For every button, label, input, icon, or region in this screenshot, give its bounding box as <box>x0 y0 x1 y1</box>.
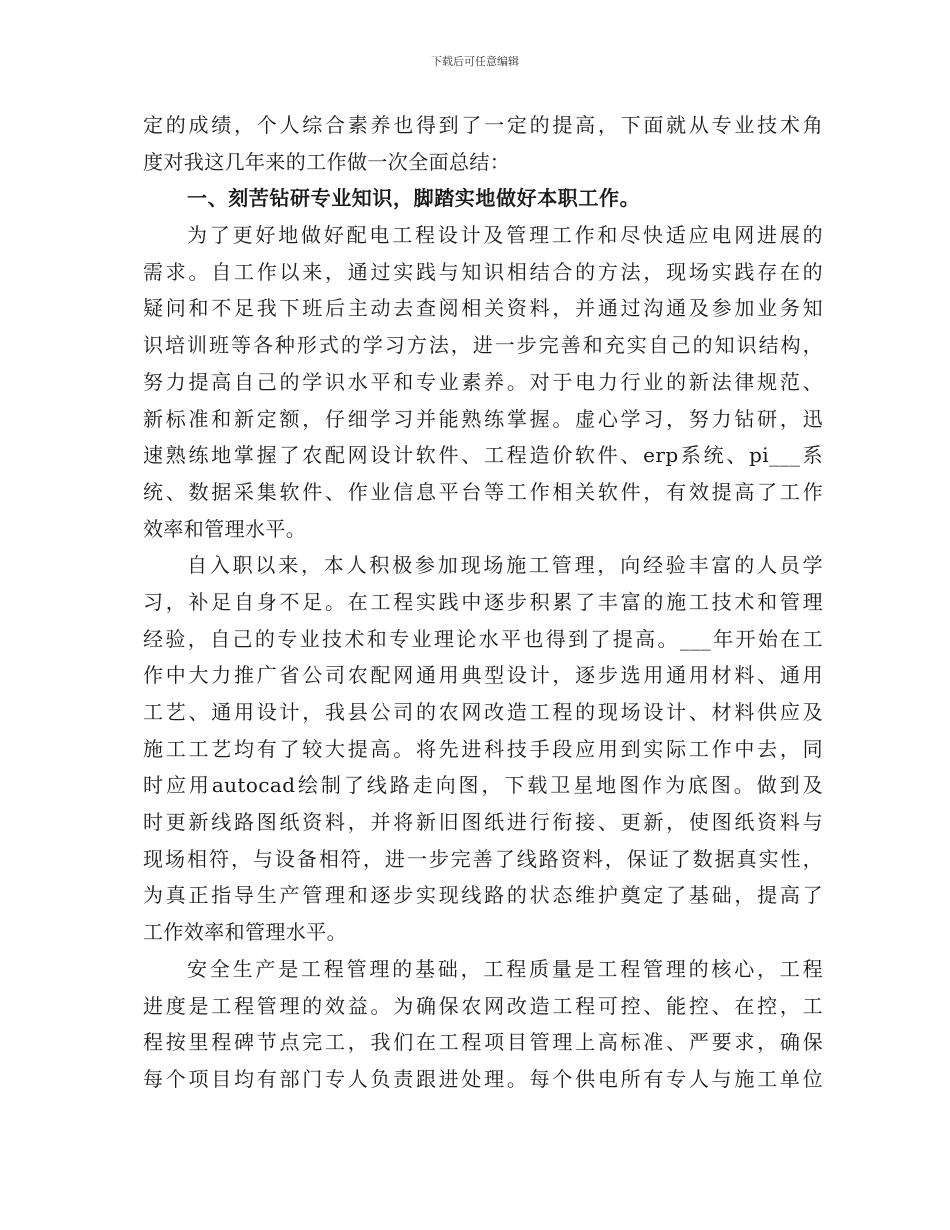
section-heading: 一、刻苦钻研专业知识，脚踏实地做好本职工作。 <box>187 186 641 211</box>
text-line: 现场相符，与设备相符，进一步完善了线路资料，保证了数据真实性， <box>143 846 823 871</box>
text-line: 自入职以来，本人积极参加现场施工管理，向经验丰富的人员学 <box>187 553 823 578</box>
text-line: 统、数据采集软件、作业信息平台等工作相关软件，有效提高了工作 <box>143 479 823 504</box>
text-line: 疑问和不足我下班后主动去查阅相关资料，并通过沟通及参加业务知 <box>143 296 823 321</box>
text-line: 工艺、通用设计，我县公司的农网改造工程的现场设计、材料供应及 <box>143 700 823 724</box>
text-line: 识培训班等各种形式的学习方法，进一步完善和充实自己的知识结构， <box>143 333 823 358</box>
text-line: 为真正指导生产管理和逐步实现线路的状态维护奠定了基础，提高了 <box>143 883 823 908</box>
text-line: 程按里程碑节点完工，我们在工程项目管理上高标准、严要求，确保 <box>143 1030 823 1055</box>
document-body <box>143 107 823 1098</box>
text-line: 需求。自工作以来，通过实践与知识相结合的方法，现场实践存在的 <box>143 259 823 284</box>
text-line: 经验，自己的专业技术和专业理论水平也得到了提高。___年开始在工 <box>143 626 823 651</box>
text-line: 效率和管理水平。 <box>143 516 307 541</box>
text-line: 度对我这几年来的工作做一次全面总结： <box>143 149 511 174</box>
text-line: 习，补足自身不足。在工程实践中逐步积累了丰富的施工技术和管理 <box>143 589 823 614</box>
text-line: 时更新线路图纸资料，并将新旧图纸进行衔接、更新，使图纸资料与 <box>143 810 823 835</box>
text-line: 工作效率和管理水平。 <box>143 920 347 945</box>
text-line: 速熟练地掌握了农配网设计软件、工程造价软件、erp系统、pi___系 <box>143 443 823 468</box>
text-line: 为了更好地做好配电工程设计及管理工作和尽快适应电网进展的 <box>187 223 823 248</box>
text-line: 作中大力推广省公司农配网通用典型设计，逐步选用通用材料、通用 <box>143 663 823 688</box>
text-line: 每个项目均有部门专人负责跟进处理。每个供电所有专人与施工单位 <box>143 1066 823 1091</box>
text-line: 定的成绩，个人综合素养也得到了一定的提高，下面就从专业技术角 <box>143 113 823 137</box>
text-line: 施工工艺均有了较大提高。将先进科技手段应用到实际工作中去，同 <box>143 736 823 761</box>
text-line: 时应用autocad绘制了线路走向图，下载卫星地图作为底图。做到及 <box>143 773 823 798</box>
text-line: 安全生产是工程管理的基础，工程质量是工程管理的核心，工程 <box>187 956 823 981</box>
text-line: 努力提高自己的学识水平和专业素养。对于电力行业的新法律规范、 <box>143 369 823 394</box>
text-line: 新标准和新定额，仔细学习并能熟练掌握。虚心学习，努力钻研，迅 <box>143 406 823 431</box>
text-line: 进度是工程管理的效益。为确保农网改造工程可控、能控、在控，工 <box>143 993 823 1018</box>
page-header-note: 下载后可任意编辑 <box>431 55 519 68</box>
